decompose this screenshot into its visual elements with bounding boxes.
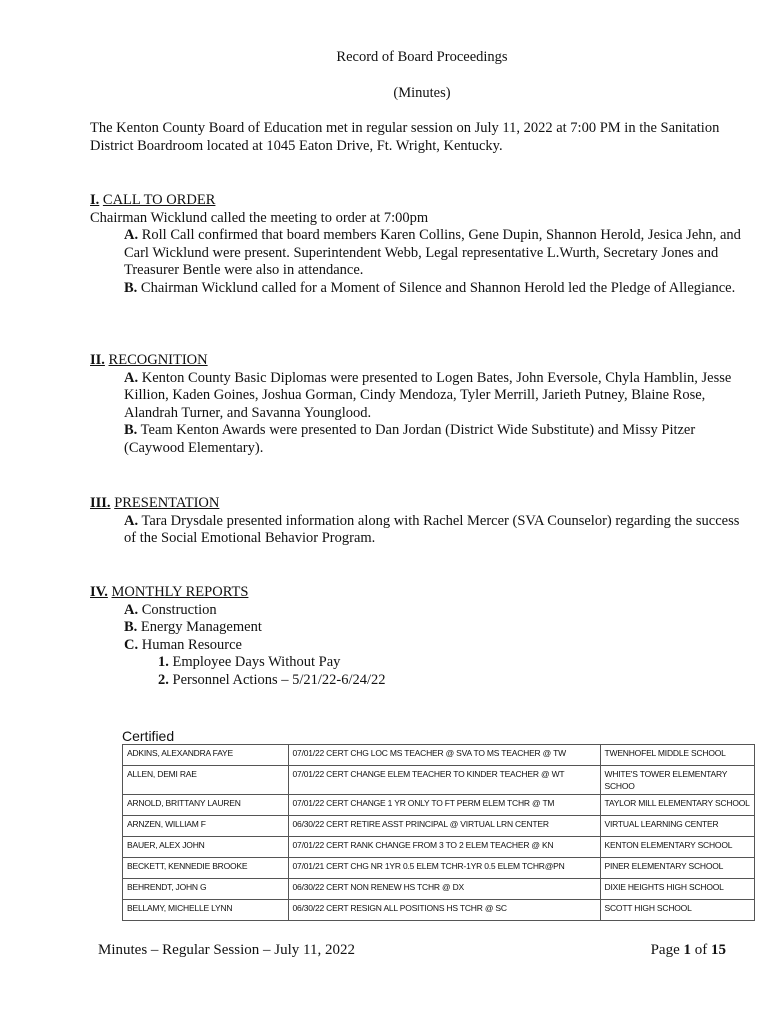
section-presentation — [90, 495, 754, 548]
item-b: B. Team Kenton Awards were presented to Dan Jordan (District Wide Substitute) and Missy Pitzer (Caywood Elementary). — [124, 422, 696, 456]
employee-name-cell: ALLEN, DEMI RAE — [123, 766, 289, 795]
school-cell: PINER ELEMENTARY SCHOOL — [600, 858, 755, 879]
certified-label: Certified — [122, 728, 175, 744]
table-row — [123, 745, 755, 766]
item-a: A. Tara Drysdale presented information along with Rachel Mercer (SVA Counselor) regarding the success of the Social Emotional Behavior Program. — [124, 512, 740, 547]
page-footer — [98, 942, 726, 960]
item-a: A. Construction — [124, 601, 217, 618]
table-row — [123, 795, 755, 816]
employee-name-cell: BECKETT, KENNEDIE BROOKE — [123, 858, 289, 879]
item-c2: 2. Personnel Actions – 5/21/22-6/24/22 — [158, 671, 386, 688]
employee-name-cell: ADKINS, ALEXANDRA FAYE — [123, 745, 289, 766]
employee-name-cell: BEHRENDT, JOHN G — [123, 879, 289, 900]
table-row — [123, 816, 755, 837]
footer-title: Minutes – Regular Session – July 11, 2022 — [98, 942, 355, 958]
action-cell: 06/30/22 CERT RETIRE ASST PRINCIPAL @ VIRTUAL LRN CENTER — [288, 816, 600, 837]
section-call-to-order — [90, 192, 754, 298]
item-c1: 1. Employee Days Without Pay — [158, 654, 341, 671]
school-cell: DIXIE HEIGHTS HIGH SCHOOL — [600, 879, 755, 900]
section-lead: Chairman Wicklund called the meeting to order at 7:00pm — [90, 209, 429, 226]
action-cell: 07/01/21 CERT CHG NR 1YR 0.5 ELEM TCHR-1YR 0.5 ELEM TCHR@PN — [288, 858, 600, 879]
item-a: A. Kenton County Basic Diplomas were presented to Logen Bates, John Eversole, Chyla Hamblin, Jesse Killion, Kaden Goines, Joshua Gorman, Cindy Mendoza, Tyler Merrill, Jarieth Putney, Blaine Rose, Alandrah Turner, and Savanna Younglood. — [124, 369, 732, 421]
action-cell: 07/01/22 CERT CHG LOC MS TEACHER @ SVA TO MS TEACHER @ TW — [288, 745, 600, 766]
employee-name-cell: ARNOLD, BRITTANY LAUREN — [123, 795, 289, 816]
section-monthly-reports — [90, 584, 754, 690]
employee-name-cell: BAUER, ALEX JOHN — [123, 837, 289, 858]
school-cell: WHITE'S TOWER ELEMENTARY SCHOO — [600, 766, 755, 795]
action-cell: 07/01/22 CERT CHANGE 1 YR ONLY TO FT PERM ELEM TCHR @ TM — [288, 795, 600, 816]
school-cell: SCOTT HIGH SCHOOL — [600, 900, 755, 921]
action-cell: 07/01/22 CERT RANK CHANGE FROM 3 TO 2 ELEM TEACHER @ KN — [288, 837, 600, 858]
employee-name-cell: BELLAMY, MICHELLE LYNN — [123, 900, 289, 921]
certified-table — [122, 744, 755, 921]
employee-name-cell: ARNZEN, WILLIAM F — [123, 816, 289, 837]
table-row — [123, 837, 755, 858]
document-title: Record of Board Proceedings — [336, 49, 508, 65]
table-row — [123, 766, 755, 795]
school-cell: KENTON ELEMENTARY SCHOOL — [600, 837, 755, 858]
document-subtitle: (Minutes) — [393, 85, 451, 101]
school-cell: TWENHOFEL MIDDLE SCHOOL — [600, 745, 755, 766]
section-recognition — [90, 352, 754, 458]
section-heading: II. RECOGNITION — [90, 352, 208, 368]
section-heading: IV. MONTHLY REPORTS — [90, 584, 249, 600]
section-heading: III. PRESENTATION — [90, 495, 220, 511]
school-cell: VIRTUAL LEARNING CENTER — [600, 816, 755, 837]
page-number: Page 1 of 15 — [650, 942, 726, 958]
item-b: B. Chairman Wicklund called for a Moment of Silence and Shannon Herold led the Pledge of Allegiance. — [124, 279, 736, 296]
action-cell: 06/30/22 CERT RESIGN ALL POSITIONS HS TCHR @ SC — [288, 900, 600, 921]
intro-paragraph: The Kenton County Board of Education met in regular session on July 11, 2022 at 7:00 PM in the Sanitation District Boardroom located at 1045 Eaton Drive, Ft. Wright, Kentucky. — [90, 120, 720, 154]
item-a: A. Roll Call confirmed that board members Karen Collins, Gene Dupin, Shannon Herold, Jesica Jehn, and Carl Wicklund were present. Superintendent Webb, Legal representative L.Wurth, Secretary Jones and Treasurer Bentle were also in attendance. — [124, 227, 741, 279]
item-c: C. Human Resource — [124, 636, 242, 653]
action-cell: 07/01/22 CERT CHANGE ELEM TEACHER TO KINDER TEACHER @ WT — [288, 766, 600, 795]
table-row — [123, 858, 755, 879]
table-row — [123, 879, 755, 900]
action-cell: 06/30/22 CERT NON RENEW HS TCHR @ DX — [288, 879, 600, 900]
item-b: B. Energy Management — [124, 619, 262, 636]
table-row — [123, 900, 755, 921]
section-heading: I. CALL TO ORDER — [90, 192, 216, 208]
school-cell: TAYLOR MILL ELEMENTARY SCHOOL — [600, 795, 755, 816]
